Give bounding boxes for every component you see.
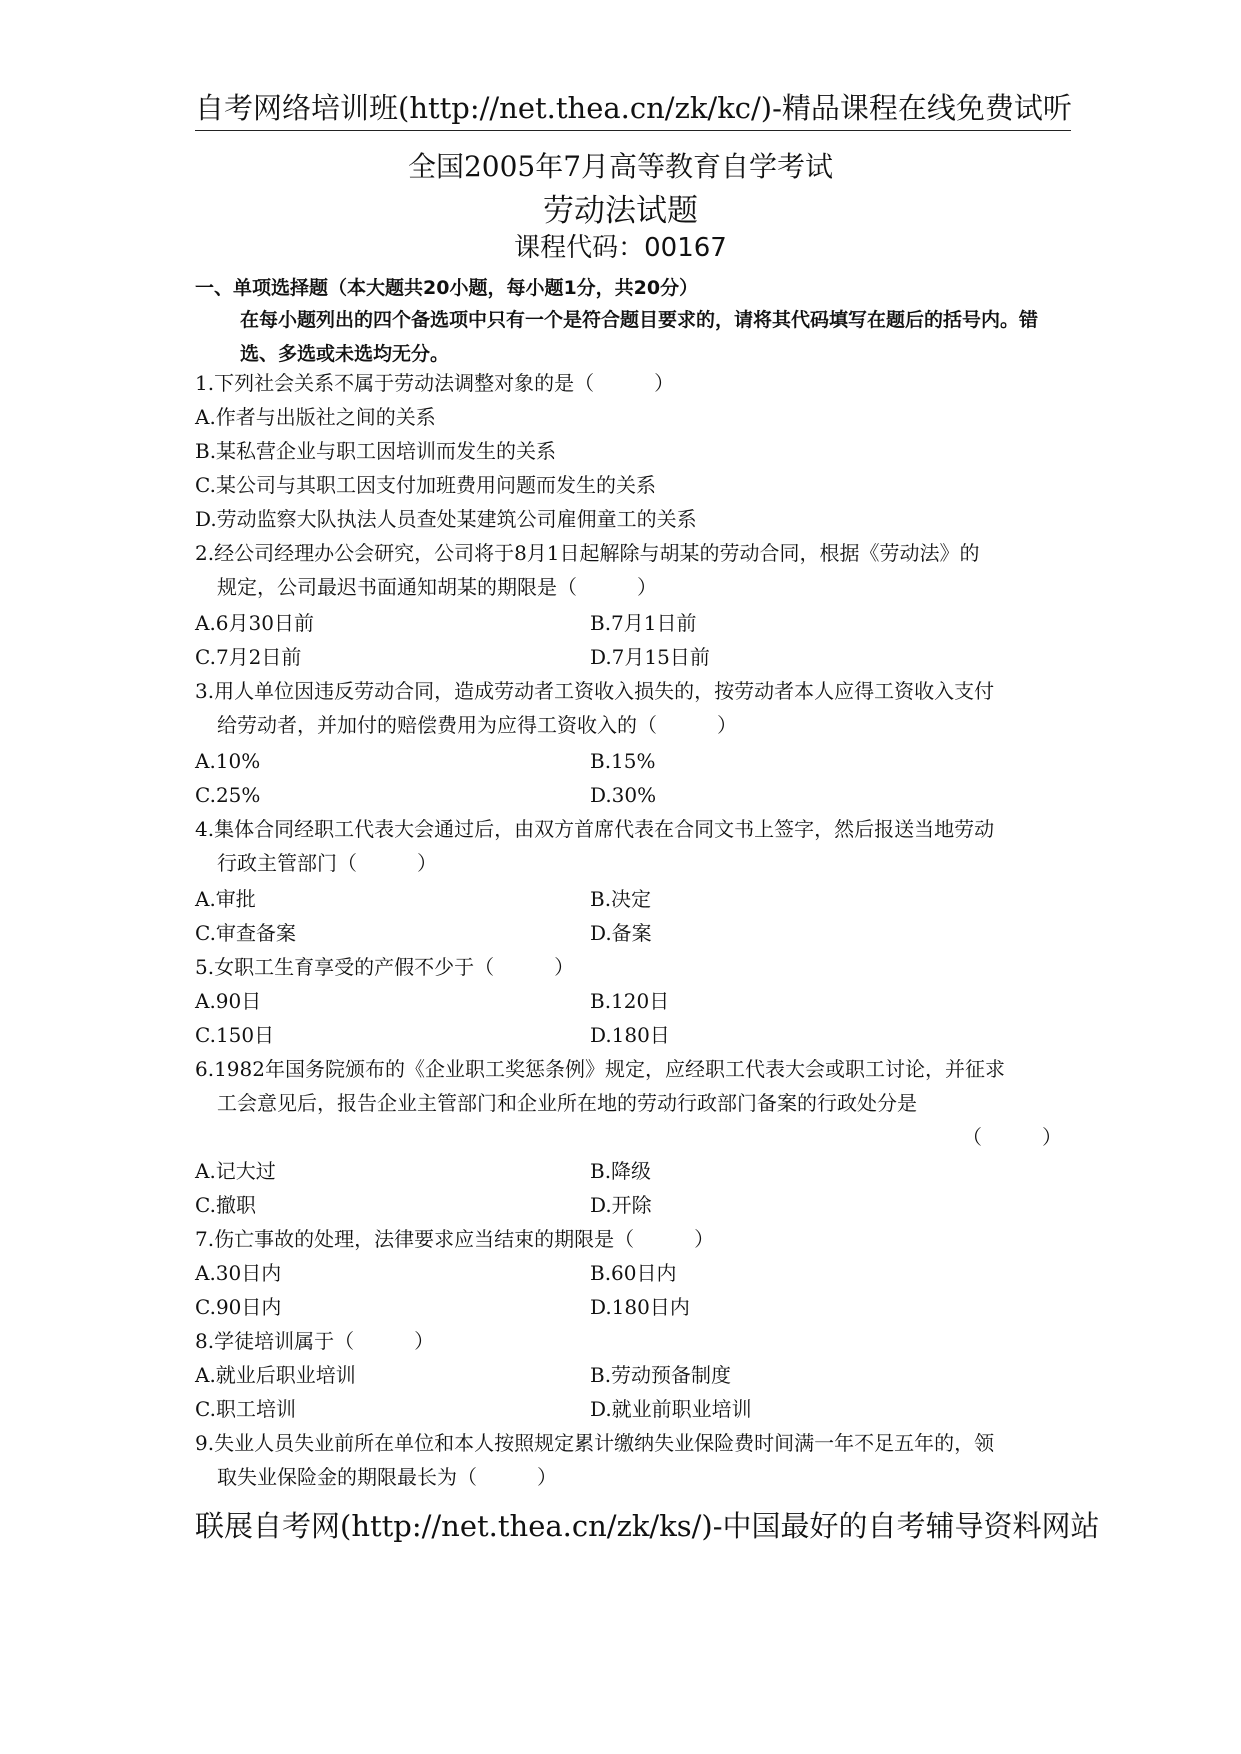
q8-option-c: C.职工培训: [195, 1397, 296, 1421]
q2-option-d: D.7月15日前: [590, 645, 710, 669]
section-instructions: 在每小题列出的四个备选项中只有一个是符合题目要求的，请将其代码填写在题后的括号内。错选、多选或未选均无分。: [240, 309, 1039, 365]
q2-option-b: B.7月1日前: [590, 611, 697, 635]
question-8-stem: [195, 1324, 1075, 1358]
q7-option-a: A.30日内: [195, 1261, 282, 1285]
q2-option-a: A.6月30日前: [195, 611, 314, 635]
question-5-stem: [195, 950, 1075, 984]
question-stem-line: 取失业保险金的期限最长为（ ）: [217, 1465, 557, 1489]
q1-option-c: C.某公司与其职工因支付加班费用问题而发生的关系: [195, 473, 656, 497]
q6-option-d: D.开除: [590, 1193, 652, 1217]
question-6-stem: [195, 1052, 1075, 1120]
section-heading: 一、单项选择题（本大题共20小题，每小题1分，共20分）: [195, 277, 699, 299]
question-stem-line: 工会意见后，报告企业主管部门和企业所在地的劳动行政部门备案的行政处分是: [217, 1091, 917, 1115]
q6-option-c: C.撤职: [195, 1193, 256, 1217]
q8-option-b: B.劳动预备制度: [590, 1363, 732, 1387]
q8-option-d: D.就业前职业培训: [590, 1397, 752, 1421]
q6-option-a: A.记大过: [195, 1159, 276, 1183]
question-stem-line: 6.1982年国务院颁布的《企业职工奖惩条例》规定，应经职工代表大会或职工讨论，并征求: [195, 1057, 1005, 1081]
question-9-stem: [195, 1426, 1075, 1494]
page-footer: 联展自考网(http://net.thea.cn/zk/ks/)-中国最好的自考辅导资料网站: [195, 1509, 1100, 1543]
course-code: 课程代码：00167: [514, 233, 727, 263]
question-stem-line: 2.经公司经理办公会研究，公司将于8月1日起解除与胡某的劳动合同，根据《劳动法》的: [195, 541, 980, 565]
q5-option-d: D.180日: [590, 1023, 670, 1047]
question-2-stem: [195, 536, 1075, 604]
question-stem-line: 给劳动者，并加付的赔偿费用为应得工资收入的（ ）: [217, 713, 737, 737]
q3-option-a: A.10%: [195, 749, 261, 773]
question-stem-line: 8.学徒培训属于（ ）: [195, 1329, 435, 1353]
q5-option-b: B.120日: [590, 989, 670, 1013]
question-7-stem: [195, 1222, 1075, 1256]
q1-option-a: A.作者与出版社之间的关系: [195, 405, 436, 429]
question-4-stem: [195, 812, 1075, 880]
q7-option-b: B.60日内: [590, 1261, 677, 1285]
question-stem-line: 规定，公司最迟书面通知胡某的期限是（ ）: [217, 575, 657, 599]
q6-answer-bracket: （ ）: [962, 1125, 1062, 1149]
question-stem-line: 行政主管部门（ ）: [217, 851, 437, 875]
q8-option-a: A.就业后职业培训: [195, 1363, 356, 1387]
question-stem-line: 1.下列社会关系不属于劳动法调整对象的是（ ）: [195, 371, 675, 395]
question-stem-line: 4.集体合同经职工代表大会通过后，由双方首席代表在合同文书上签字，然后报送当地劳动: [195, 817, 995, 841]
q2-option-c: C.7月2日前: [195, 645, 302, 669]
question-stem-line: 7.伤亡事故的处理，法律要求应当结束的期限是（ ）: [195, 1227, 715, 1251]
q4-option-b: B.决定: [590, 887, 652, 911]
q5-option-c: C.150日: [195, 1023, 275, 1047]
q7-option-c: C.90日内: [195, 1295, 282, 1319]
question-stem-line: 9.失业人员失业前所在单位和本人按照规定累计缴纳失业保险费时间满一年不足五年的，领: [195, 1431, 995, 1455]
question-1-stem: [195, 366, 1075, 400]
q1-option-d: D.劳动监察大队执法人员查处某建筑公司雇佣童工的关系: [195, 507, 697, 531]
q3-option-d: D.30%: [590, 783, 657, 807]
question-3-stem: [195, 674, 1075, 742]
question-stem-line: 3.用人单位因违反劳动合同，造成劳动者工资收入损失的，按劳动者本人应得工资收入支付: [195, 679, 995, 703]
header-divider: [195, 130, 1071, 131]
q5-option-a: A.90日: [195, 989, 262, 1013]
exam-title: 全国2005年7月高等教育自学考试: [407, 150, 834, 183]
question-stem-line: 5.女职工生育享受的产假不少于（ ）: [195, 955, 575, 979]
q4-option-d: D.备案: [590, 921, 652, 945]
q7-option-d: D.180日内: [590, 1295, 690, 1319]
q6-option-b: B.降级: [590, 1159, 652, 1183]
q3-option-c: C.25%: [195, 783, 261, 807]
q4-option-a: A.审批: [195, 887, 256, 911]
q3-option-b: B.15%: [590, 749, 656, 773]
q4-option-c: C.审查备案: [195, 921, 296, 945]
q1-option-b: B.某私营企业与职工因培训而发生的关系: [195, 439, 557, 463]
subject-title: 劳动法试题: [543, 193, 698, 229]
page-header: 自考网络培训班(http://net.thea.cn/zk/kc/)-精品课程在线免费试听: [195, 91, 1072, 125]
